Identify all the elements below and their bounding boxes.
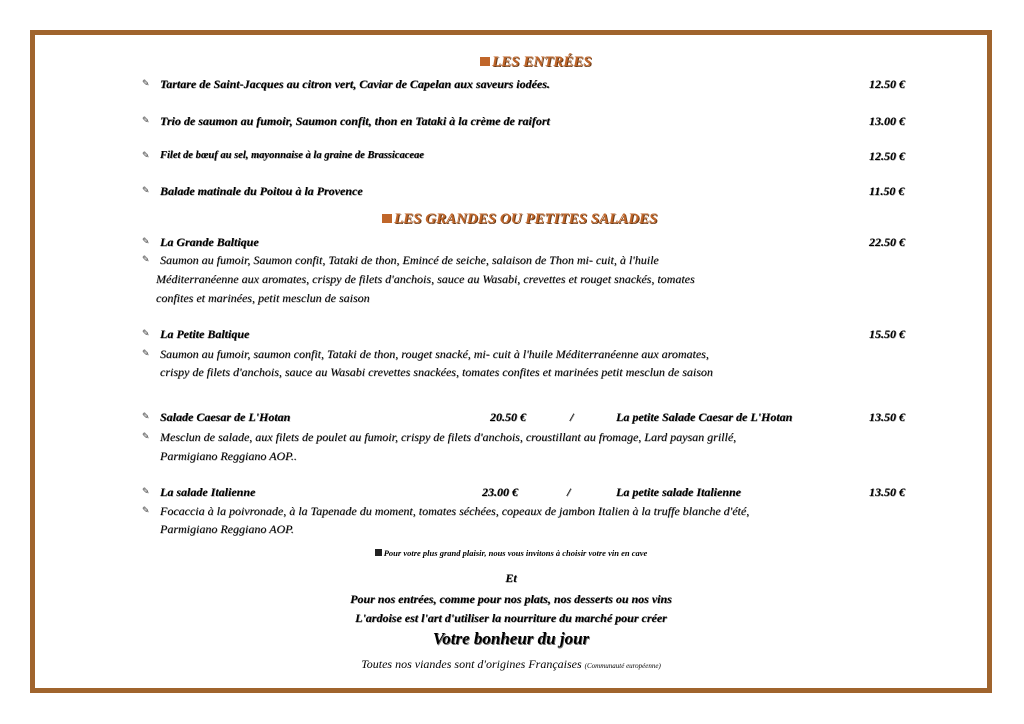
menu-item-price: 23.00 € (482, 485, 518, 499)
item-description: Parmigiano Reggiano AOP.. (160, 449, 297, 463)
pen-bullet-icon: ✎ (142, 254, 150, 264)
menu-item-name: La salade Italienne (160, 485, 256, 499)
menu-item-small-name: La petite Salade Caesar de L'Hotan (616, 410, 793, 424)
menu-item-name: Filet de bœuf au sel, mayonnaise à la graine de Brassicaceae (160, 150, 424, 161)
menu-item-name: Trio de saumon au fumoir, Saumon confit, thon en Tataki à la crème de raifort (160, 114, 550, 128)
menu-item-price: 12.50 € (869, 149, 905, 163)
menu-item-small-price: 13.50 € (869, 485, 905, 499)
separator: / (570, 410, 574, 424)
menu-item-name: Salade Caesar de L'Hotan (160, 410, 291, 424)
item-description: Focaccia à la poivronade, à la Tapenade du moment, tomates séchées, copeaux de jambon Italien à la truffe blanche d'été, (160, 504, 750, 518)
pen-bullet-icon: ✎ (142, 115, 150, 125)
pen-bullet-icon: ✎ (142, 348, 150, 358)
menu-item-small-name: La petite salade Italienne (616, 485, 741, 499)
footer-et: Et (505, 571, 517, 585)
menu-item-name: Balade matinale du Poitou à la Provence (160, 184, 363, 198)
pen-bullet-icon: ✎ (142, 185, 150, 195)
origin-text: Toutes nos viandes sont d'origines Françaises (361, 657, 582, 671)
pen-bullet-icon: ✎ (142, 431, 150, 441)
origin-note: (Communauté européenne) (584, 662, 661, 670)
menu-item-price: 12.50 € (869, 77, 905, 91)
item-description: Mesclun de salade, aux filets de poulet au fumoir, crispy de filets d'anchois, croustillant au fromage, Lard paysan grillé, (160, 430, 737, 444)
menu-item-price: 20.50 € (490, 410, 526, 424)
pen-bullet-icon: ✎ (142, 236, 150, 246)
footer-line-2: L'ardoise est l'art d'utiliser la nourriture du marché pour créer (355, 611, 667, 625)
menu-item-name: La Grande Baltique (160, 235, 259, 249)
menu-item-price: 11.50 € (869, 184, 905, 198)
item-description: Saumon au fumoir, Saumon confit, Tataki de thon, Emincé de seiche, salaison de Thon mi- cuit, à l'huile (160, 253, 659, 267)
menu-item-name: Tartare de Saint-Jacques au citron vert, Caviar de Capelan aux saveurs iodées. (160, 77, 550, 91)
item-description: Saumon au fumoir, saumon confit, Tataki de thon, rouget snacké, mi- cuit à l'huile Méditerranéenne aux aromates, (160, 347, 709, 361)
pen-bullet-icon: ✎ (142, 411, 150, 421)
footer-bonheur: Votre bonheur du jour (432, 629, 590, 648)
wine-note (30, 548, 992, 558)
square-marker-icon (375, 549, 382, 556)
menu-item-small-price: 13.50 € (869, 410, 905, 424)
menu-item-price: 15.50 € (869, 327, 905, 341)
pen-bullet-icon: ✎ (142, 78, 150, 88)
menu-item-price: 22.50 € (869, 235, 905, 249)
pen-bullet-icon: ✎ (142, 486, 150, 496)
item-description: Méditerranéenne aux aromates, crispy de filets d'anchois, sauce au Wasabi, crevettes et rouget snackés, tomates (156, 272, 695, 286)
footer-origin (30, 657, 992, 672)
item-description: Parmigiano Reggiano AOP. (160, 522, 294, 536)
item-description: crispy de filets d'anchois, sauce au Wasabi crevettes snackées, tomates confites et marinées petit mesclun de saison (160, 365, 713, 379)
separator: / (567, 485, 571, 499)
heading-text: LES GRANDES OU PETITES SALADES (394, 211, 658, 227)
footer-line-1: Pour nos entrées, comme pour nos plats, nos desserts ou nos vins (350, 592, 672, 606)
pen-bullet-icon: ✎ (142, 150, 150, 160)
pen-bullet-icon: ✎ (142, 505, 150, 515)
menu-item-price: 13.00 € (869, 114, 905, 128)
menu-item-name: La Petite Baltique (160, 327, 250, 341)
heading-text: LES ENTRÉES (492, 54, 592, 70)
square-marker-icon (382, 214, 392, 223)
wine-note-text: Pour votre plus grand plaisir, nous vous invitons à choisir votre vin en cave (383, 548, 648, 558)
item-description: confites et marinées, petit mesclun de saison (156, 291, 370, 305)
square-marker-icon (480, 57, 490, 66)
pen-bullet-icon: ✎ (142, 328, 150, 338)
section-heading-salades (382, 211, 657, 228)
section-heading-entrees (480, 54, 592, 71)
